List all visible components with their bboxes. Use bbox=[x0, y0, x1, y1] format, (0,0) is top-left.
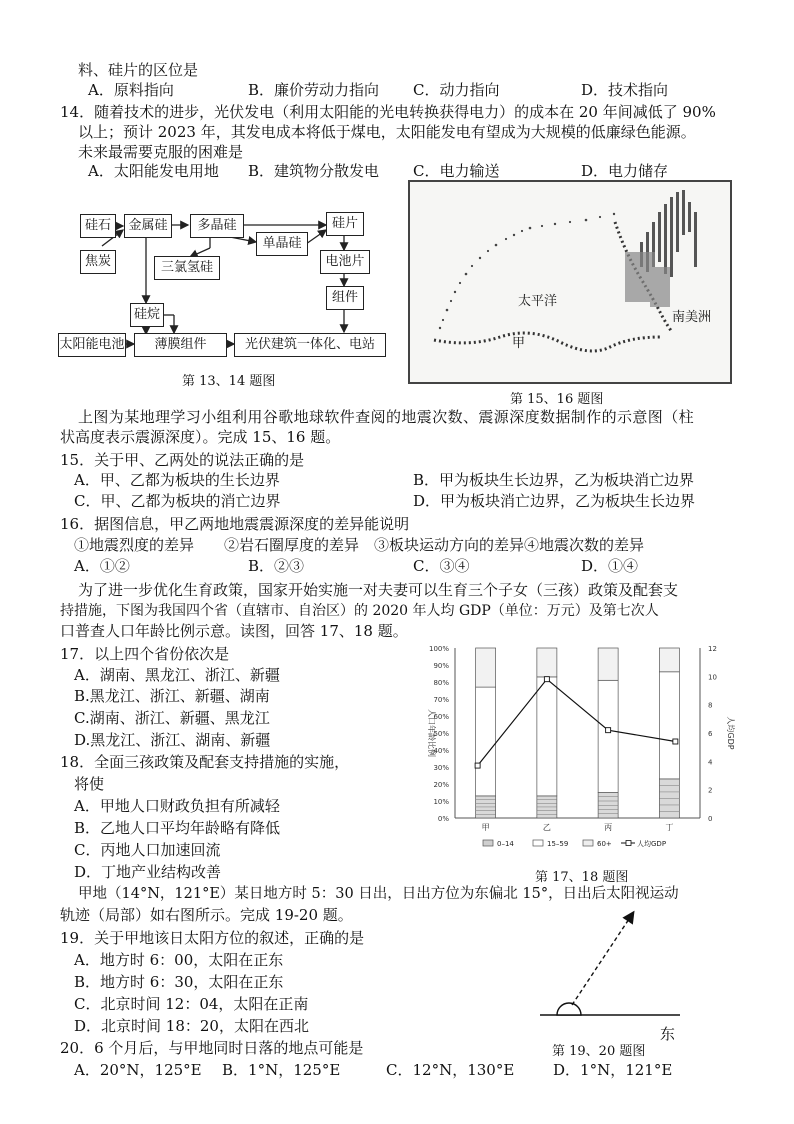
q16-option-a: A．①② bbox=[74, 557, 130, 575]
chart-caption: 第 17、18 题图 bbox=[535, 870, 629, 885]
map-graphic bbox=[410, 182, 730, 382]
node-solar-cell: 太阳能电池 bbox=[58, 333, 126, 357]
q14-option-d: D．电力储存 bbox=[581, 162, 669, 180]
y-tick-right-label: 8 bbox=[708, 701, 713, 710]
label-pacific: 太平洋 bbox=[518, 294, 558, 309]
intro15-line1: 上图为某地理学习小组利用谷歌地球软件查阅的地震次数、震源深度数据制作的示意图（柱 bbox=[78, 408, 695, 426]
y-tick-left-label: 20% bbox=[433, 781, 449, 789]
q18-option-a: A．甲地人口财政负担有所减轻 bbox=[74, 797, 280, 815]
q14-option-a: A．太阳能发电用地 bbox=[88, 162, 219, 180]
q15-option-b: B．甲为板块生长边界，乙为板块消亡边界 bbox=[413, 471, 695, 489]
intro17-line3: 口普查人口年龄比例示意。读图，回答 17、18 题。 bbox=[60, 622, 408, 640]
bar-60-plus bbox=[598, 648, 618, 680]
q16-option-c: C．③④ bbox=[413, 557, 470, 575]
q16-option-b: B．②③ bbox=[248, 557, 305, 575]
bar-15-59 bbox=[598, 680, 618, 792]
node-silica: 硅石 bbox=[80, 214, 116, 238]
q20-option-c: C．12°N，130°E bbox=[386, 1061, 515, 1079]
earthquake-map bbox=[408, 180, 732, 384]
x-tick-label: 乙 bbox=[542, 823, 551, 832]
q13-option-d: D．技术指向 bbox=[581, 81, 669, 99]
legend-label: 60+ bbox=[597, 840, 612, 848]
legend-swatch bbox=[483, 840, 493, 846]
q16-stem: 16．据图信息，甲乙两地地震震源深度的差异能说明 bbox=[60, 515, 410, 533]
q16-items: ①地震烈度的差异 ②岩石圈厚度的差异 ③板块运动方向的差异④地震次数的差异 bbox=[74, 536, 645, 554]
node-cell: 电池片 bbox=[320, 250, 370, 274]
gdp-point bbox=[673, 739, 678, 744]
y-tick-right-label: 10 bbox=[708, 673, 717, 682]
node-module: 组件 bbox=[326, 286, 364, 310]
q15-option-d: D．甲为板块消亡边界，乙为板块生长边界 bbox=[413, 492, 696, 510]
legend-marker bbox=[626, 841, 631, 846]
y-tick-left-label: 60% bbox=[433, 713, 449, 721]
node-trichlorosilane: 三氯氢硅 bbox=[154, 256, 220, 280]
node-wafer: 硅片 bbox=[326, 212, 364, 236]
bar-60-plus bbox=[537, 648, 557, 677]
flow-diagram bbox=[60, 200, 400, 370]
sun-path-figure bbox=[530, 905, 690, 1043]
q14-stem-line2: 以上；预计 2023 年，其发电成本将低于煤电，太阳能发电有望成为大规模的低廉绿色能源。 bbox=[78, 123, 696, 141]
sun-path-svg bbox=[530, 905, 690, 1035]
x-tick-label: 甲 bbox=[481, 823, 490, 832]
y-tick-left-label: 50% bbox=[433, 730, 449, 738]
intro17-line1: 为了进一步优化生育政策，国家开始实施一对夫妻可以生育三个子女（三孩）政策及配套支 bbox=[78, 581, 679, 599]
q17-stem: 17．以上四个省份依次是 bbox=[60, 645, 230, 663]
q19-option-b: B．地方时 6：30，太阳在正东 bbox=[74, 973, 284, 991]
gdp-line bbox=[478, 679, 676, 765]
y-tick-left-label: 30% bbox=[433, 764, 449, 772]
q14-stem-line3: 未来最需要克服的困难是 bbox=[78, 143, 244, 161]
node-coke: 焦炭 bbox=[80, 250, 116, 274]
gdp-point bbox=[544, 677, 549, 682]
q20-option-b: B．1°N，125°E bbox=[222, 1061, 341, 1079]
bar-15-59 bbox=[659, 672, 679, 779]
q14-option-c: C．电力输送 bbox=[413, 162, 500, 180]
q17-option-b: B.黑龙江、浙江、新疆、湖南 bbox=[74, 687, 270, 705]
q13-option-a: A．原料指向 bbox=[88, 81, 174, 99]
y-tick-left-label: 70% bbox=[433, 696, 449, 704]
legend-label: 15–59 bbox=[547, 840, 569, 848]
q15-stem: 15．关于甲、乙两处的说法正确的是 bbox=[60, 451, 305, 469]
y-tick-left-label: 90% bbox=[433, 662, 449, 670]
y-tick-right-label: 0 bbox=[708, 815, 713, 823]
node-polysilicon: 多晶硅 bbox=[190, 214, 244, 238]
q20-option-d: D．1°N，121°E bbox=[553, 1061, 673, 1079]
y-tick-right-label: 2 bbox=[708, 786, 713, 795]
chart-svg bbox=[405, 640, 750, 858]
legend-swatch bbox=[583, 840, 593, 846]
q13-option-b: B．廉价劳动力指向 bbox=[248, 81, 380, 99]
node-metal-silicon: 金属硅 bbox=[124, 214, 172, 238]
y-tick-left-label: 10% bbox=[433, 798, 449, 806]
y-tick-right-label: 12 bbox=[708, 645, 717, 653]
node-monosilicon: 单晶硅 bbox=[256, 232, 308, 256]
q19-option-c: C．北京时间 12：04，太阳在正南 bbox=[74, 995, 309, 1013]
bar-60-plus bbox=[476, 648, 496, 687]
q18-stem-line1: 18．全面三孩政策及配套支持措施的实施， bbox=[60, 753, 350, 771]
y-tick-left-label: 80% bbox=[433, 679, 449, 687]
y-axis-left-label: 人口年龄比例 bbox=[427, 709, 436, 757]
intro19-line1: 甲地（14°N，121°E）某日地方时 5：30 日出，日出方位为东偏北 15°，日出后太阳视运动 bbox=[78, 886, 679, 902]
q17-option-d: D.黑龙江、浙江、湖南、新疆 bbox=[74, 731, 271, 749]
q15-option-c: C．甲、乙都为板块的消亡边界 bbox=[74, 492, 281, 510]
q14-stem-line1: 14．随着技术的进步，光伏发电（利用太阳能的光电转换获得电力）的成本在 20 年间减低了 90% bbox=[60, 103, 716, 121]
y-tick-right-label: 4 bbox=[708, 758, 713, 767]
q20-stem: 20．6 个月后，与甲地同时日落的地点可能是 bbox=[60, 1039, 364, 1057]
intro17-line2: 持措施，下图为我国四个省（直辖市、自治区）的 2020 年人均 GDP（单位：万元）及第七次人 bbox=[60, 603, 659, 619]
q17-option-a: A．湖南、黑龙江、浙江、新疆 bbox=[74, 666, 280, 684]
x-tick-label: 丁 bbox=[665, 823, 674, 832]
population-gdp-chart bbox=[405, 640, 750, 858]
flow-caption: 第 13、14 题图 bbox=[182, 374, 276, 389]
gdp-point bbox=[606, 728, 611, 733]
node-thin-film: 薄膜组件 bbox=[134, 333, 227, 357]
legend-label: 人均GDP bbox=[637, 840, 667, 848]
bar-15-59 bbox=[476, 687, 496, 796]
q18-option-d: D．丁地产业结构改善 bbox=[74, 863, 222, 881]
bar-60-plus bbox=[659, 648, 679, 672]
q13-continuation: 料、硅片的区位是 bbox=[78, 61, 199, 79]
legend-label: 0–14 bbox=[497, 840, 514, 848]
q18-option-b: B．乙地人口平均年龄略有降低 bbox=[74, 819, 281, 837]
y-tick-right-label: 6 bbox=[708, 730, 713, 738]
node-bipv: 光伏建筑一体化、电站 bbox=[234, 333, 386, 357]
x-tick-label: 丙 bbox=[604, 823, 613, 832]
q18-stem-line2: 将使 bbox=[74, 775, 105, 793]
intro15-line2: 状高度表示震源深度）。完成 15、16 题。 bbox=[60, 428, 341, 446]
q19-option-d: D．北京时间 18：20，太阳在西北 bbox=[74, 1017, 309, 1035]
y-tick-left-label: 40% bbox=[433, 747, 449, 755]
q13-option-c: C．动力指向 bbox=[413, 81, 500, 99]
legend-swatch bbox=[533, 840, 543, 846]
gdp-point bbox=[475, 763, 480, 768]
label-east: 东 bbox=[660, 1025, 676, 1043]
intro19-line2: 轨迹（局部）如右图所示。完成 19-20 题。 bbox=[60, 906, 353, 924]
q14-option-b: B．建筑物分散发电 bbox=[248, 162, 380, 180]
q17-option-c: C.湖南、浙江、新疆、黑龙江 bbox=[74, 709, 270, 727]
q20-option-a: A．20°N，125°E bbox=[74, 1061, 202, 1079]
q19-option-a: A．地方时 6：00，太阳在正东 bbox=[74, 951, 284, 969]
node-silane: 硅烷 bbox=[130, 303, 164, 327]
q16-option-d: D．①④ bbox=[581, 557, 639, 575]
y-tick-left-label: 100% bbox=[428, 645, 449, 653]
q19-stem: 19．关于甲地该日太阳方位的叙述，正确的是 bbox=[60, 929, 365, 947]
sun-caption: 第 19、20 题图 bbox=[552, 1044, 646, 1059]
bar-15-59 bbox=[537, 677, 557, 796]
y-axis-right-label: 人均GDP bbox=[726, 716, 735, 750]
q18-option-c: C．丙地人口加速回流 bbox=[74, 841, 221, 859]
label-south-america: 南美洲 bbox=[672, 310, 712, 325]
y-tick-left-label: 0% bbox=[437, 815, 449, 823]
q15-option-a: A．甲、乙都为板块的生长边界 bbox=[74, 471, 280, 489]
map-caption: 第 15、16 题图 bbox=[510, 392, 604, 407]
label-jia: 甲 bbox=[512, 336, 526, 351]
